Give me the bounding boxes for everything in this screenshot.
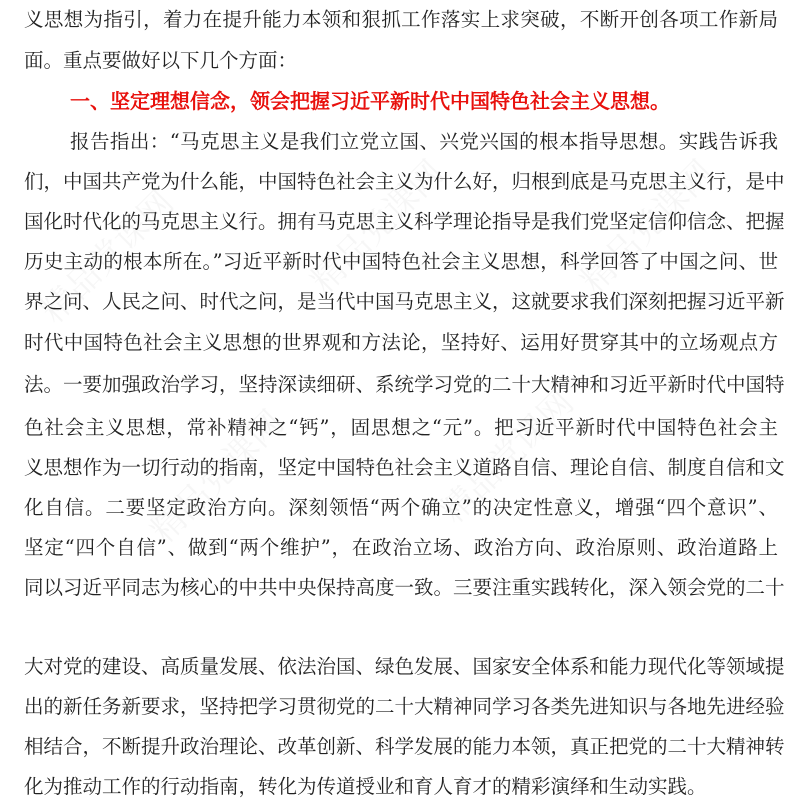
- paragraph-line: 坚定“四个自信”、做到“两个维护”，在政治立场、政治方向、政治原则、政治道路上: [24, 536, 778, 559]
- paragraph-line: 界之问、人民之问、时代之问，是当代中国马克思主义，这就要求我们深刻把握习近平新: [24, 290, 785, 313]
- paragraph-line: 相结合，不断提升政治理论、改革创新、科学发展的能力本领，真正把党的二十大精神转: [24, 735, 785, 758]
- paragraph-line: 化为推动工作的行动指南，转化为传道授业和育人育才的精彩演绎和生动实践。: [24, 775, 707, 798]
- paragraph-line: 色社会主义思想，常补精神之“钙”，固思想之“元”。把习近平新时代中国特色社会主: [24, 416, 778, 439]
- paragraph-line: 义思想为指引，着力在提升能力本领和狠抓工作落实上求突破，不断开创各项工作新局: [24, 8, 778, 31]
- paragraph-line: 大对党的建设、高质量发展、依法治国、绿色发展、国家安全体系和能力现代化等领域提: [24, 655, 785, 678]
- section-heading: 一、坚定理想信念，领会把握习近平新时代中国特色社会主义思想。: [70, 89, 670, 113]
- paragraph-line: 国化时代化的马克思主义行。拥有马克思主义科学理论指导是我们党坚定信仰信念、把握: [24, 210, 785, 233]
- paragraph-line: 同以习近平同志为核心的中共中央保持高度一致。三要注重实践转化，深入领会党的二十: [24, 576, 785, 599]
- paragraph-line: 法。一要加强政治学习，坚持深读细研、系统学习党的二十大精神和习近平新时代中国特: [24, 373, 785, 396]
- paragraph-line: 时代中国特色社会主义思想的世界观和方法论，坚持好、运用好贯穿其中的立场观点方: [24, 331, 778, 354]
- paragraph-line: 们，中国共产党为什么能，中国特色社会主义为什么好，归根到底是马克思主义行，是中: [24, 170, 785, 193]
- paragraph-line: 面。重点要做好以下几个方面：: [24, 49, 298, 72]
- paragraph-line: 义思想作为一切行动的指南，坚定中国特色社会主义道路自信、理论自信、制度自信和文: [24, 456, 785, 479]
- paragraph-line: 历史主动的根本所在。”习近平新时代中国特色社会主义思想，科学回答了中国之问、世: [24, 250, 778, 273]
- paragraph-line: 报告指出：“马克思主义是我们立党立国、兴党兴国的根本指导思想。实践告诉我: [70, 130, 778, 153]
- paragraph-line: 化自信。二要坚定政治方向。深刻领悟“两个确立”的决定性意义，增强“四个意识”、: [24, 496, 778, 519]
- paragraph-line: 出的新任务新要求，坚持把学习贯彻党的二十大精神同学习各类先进知识与各地先进经验: [24, 695, 785, 718]
